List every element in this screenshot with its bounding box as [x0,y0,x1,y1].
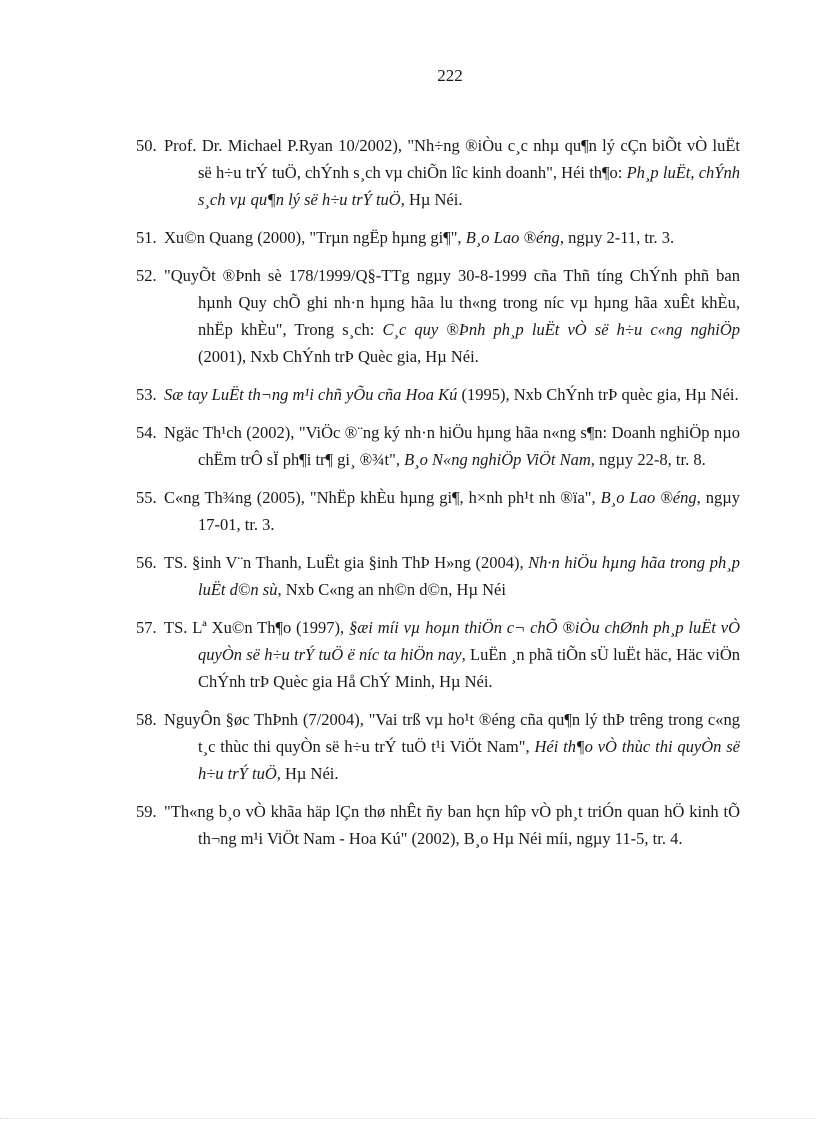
reference-segment: , ngµy 17-01, tr. 3. [198,488,740,534]
reference-text [164,224,740,251]
reference-text [164,419,740,473]
reference-item [136,419,740,473]
reference-number: 56. [136,553,157,572]
reference-item [136,381,740,408]
reference-text [164,614,740,695]
reference-segment: C«ng Th¾ng (2005), "NhËp khÈu hµng gi¶, h×nh ph¹t nh ®ïa", [164,488,601,507]
reference-title: Héi th¶o vÒ thùc thi quyÒn së h÷u trÝ tuÖ [198,737,740,783]
reference-number: 51. [136,228,157,247]
reference-item [136,484,740,538]
page-bottom-rule [0,1118,816,1119]
reference-number: 53. [136,385,157,404]
reference-title: B¸o N«ng nghiÖp ViÖt Nam [404,450,591,469]
reference-number: 59. [136,802,157,821]
reference-number: 55. [136,488,157,507]
reference-number: 57. [136,618,157,637]
reference-segment: TS. Lª Xu©n Th¶o (1997), [164,618,350,637]
reference-title: C¸c quy ®Þnh ph¸p luËt vÒ së h÷u c«ng nghiÖp [382,320,740,339]
reference-title: Ph¸p luËt, chÝnh s¸ch vµ qu¶n lý së h÷u trÝ tuÖ [198,163,740,209]
reference-text [164,549,740,603]
reference-number: 50. [136,136,157,155]
reference-text [164,381,740,408]
reference-text [164,262,740,370]
reference-item [136,132,740,213]
reference-segment: , Nxb C«ng an nh©n d©n, Hµ Néi [277,580,506,599]
page-number: 222 [437,66,463,85]
reference-item [136,614,740,695]
reference-title: B¸o Lao ®éng [600,488,697,507]
reference-item [136,549,740,603]
reference-text [164,798,740,852]
reference-segment: , ngµy 2-11, tr. 3. [559,228,675,247]
reference-segment: , Hµ Néi. [276,764,339,783]
reference-number: 52. [136,266,157,285]
reference-title: B¸o Lao ®éng [465,228,560,247]
reference-item [136,224,740,251]
reference-number: 54. [136,423,157,442]
reference-title: Sæ tay LuËt th¬ng m¹i chñ yÕu cña Hoa Kú [164,385,458,404]
reference-segment: TS. §inh V¨n Thanh, LuËt gia §inh ThÞ H»ng (2004), [164,553,529,572]
reference-segment: (1995), Nxb ChÝnh trÞ quèc gia, Hµ Néi. [457,385,739,404]
reference-segment: Xu©n Quang (2000), "Trµn ngËp hµng gi¶", [164,228,466,247]
reference-number: 58. [136,710,157,729]
reference-text [164,484,740,538]
reference-segment: Prof. Dr. Michael P.Ryan 10/2002), "Nh÷ng ®iÒu c¸c nhµ qu¶n lý cÇn biÕt vÒ luËt së h÷u trÝ tuÖ, chÝnh s¸ch vµ chiÕn lîc kinh doanh", Héi th¶o: [164,136,740,182]
reference-segment: , Hµ Néi. [400,190,463,209]
reference-segment: , LuËn ¸n phã tiÕn sÜ luËt häc, Häc viÖn ChÝnh trÞ Quèc gia Hå ChÝ Minh, Hµ Néi. [198,645,740,691]
reference-item [136,798,740,852]
reference-segment: "Th«ng b¸o vÒ khãa häp lÇn thø nhÊt ñy ban hçn hîp vÒ ph¸t triÓn quan hÖ kinh tÕ th¬ng m¹i ViÖt Nam - Hoa Kú" (2002), B¸o Hµ Néi míi, ngµy 11-5, tr. 4. [164,802,740,848]
reference-item [136,706,740,787]
reference-segment: NguyÔn §øc ThÞnh (7/2004), "Vai trß vµ ho¹t ®éng cña qu¶n lý thÞ trêng trong c«ng t¸c thùc thi quyÒn së h÷u trÝ tuÖ t¹i ViÖt Nam", [164,710,740,756]
reference-text [164,706,740,787]
reference-segment: , ngµy 22-8, tr. 8. [590,450,706,469]
reference-segment: "QuyÕt ®Þnh sè 178/1999/Q§-TTg ngµy 30-8-1999 cña Thñ tíng ChÝnh phñ ban hµnh Quy chÕ ghi nh·n hµng hãa lu th«ng trong níc vµ hµng hãa xuÊt khÈu, nhËp khÈu", Trong s¸ch: [164,266,740,339]
reference-item [136,262,740,370]
reference-list [136,132,740,863]
reference-text [164,132,740,213]
reference-title: §æi míi vµ hoµn thiÖn c¬ chÕ ®iÒu chØnh ph¸p luËt vÒ quyÒn së h÷u trÝ tuÖ ë níc ta hiÖn nay [198,618,740,664]
reference-segment: (2001), Nxb ChÝnh trÞ Quèc gia, Hµ Néi. [198,347,479,366]
reference-title: Nh·n hiÖu hµng hãa trong ph¸p luËt d©n sù [198,553,740,599]
reference-segment: Ngäc Th¹ch (2002), "ViÖc ®¨ng ký nh·n hiÖu hµng hãa n«ng s¶n: Doanh nghiÖp nµo chËm trÔ sÏ ph¶i tr¶ gi¸ ®¾t", [164,423,740,469]
